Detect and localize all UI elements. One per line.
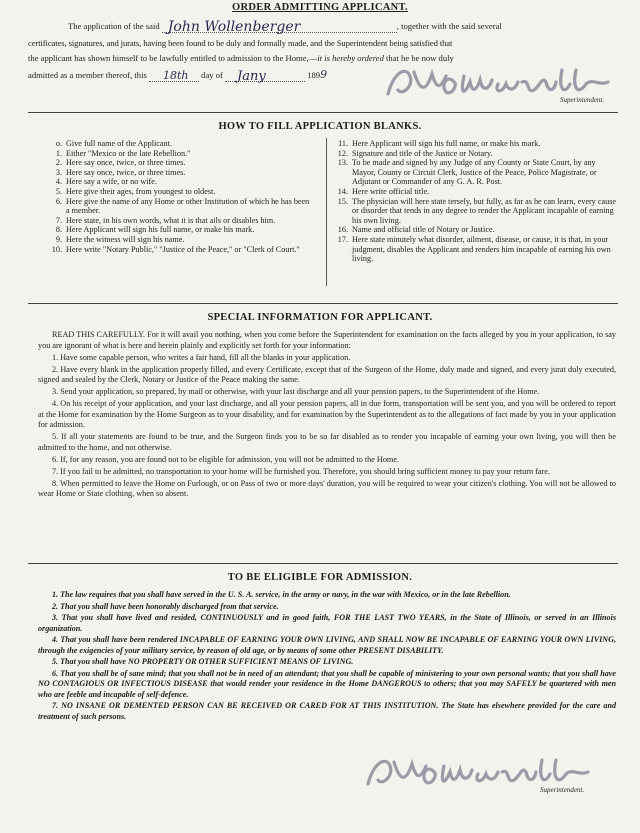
howto-item (334, 149, 618, 159)
howto-item-text: Here Applicant will sign his full name, or make his mark. (352, 139, 541, 148)
howto-item-number: 7. (55, 215, 62, 225)
howto-item-text: Name and official title of Notary or Justice. (352, 225, 495, 235)
eligible-item: 3. That you shall have lived and resided, CONTINUOUSLY and in good faith, FOR THE LAST TWO YEARS, in the State of Illinois, or served in an Illinois organization. (38, 613, 616, 633)
howto-item (334, 158, 618, 187)
howto-item-number: 2. (55, 158, 62, 168)
howto-item-number: 4. (55, 177, 62, 187)
howto-item-text: Here give their ages, from youngest to oldest. (66, 186, 216, 196)
divider-1 (28, 112, 618, 113)
howto-item-text: To be made and signed by any Judge of any County or State Court, by any Mayor, County or Circuit Clerk, Justice of the Peace, Police Magistrate, or Adjutant or Commander of any G. A. R. Post. (352, 158, 597, 187)
eligible-item: 6. That you shall be of sane mind; that you shall not be in need of an attendant; that you shall be capable of ministering to your own personal wants; that you shall have NO CONTAGIOUS OR INFECTIOUS DISEASE that would render your residence in the Home DANGEROUS to others; that you may SAFELY be quartered with men who are feeble and incapable of self-defence. (38, 668, 616, 699)
howto-item (48, 235, 310, 245)
howto-item-number: 5. (55, 186, 62, 196)
howto-item-number: 13. (337, 158, 348, 168)
howto-item (48, 225, 310, 235)
howto-item-text: Here write official title. (352, 186, 430, 196)
special-heading: SPECIAL INFORMATION FOR APPLICANT. (207, 312, 433, 323)
howto-item-number: 9. (55, 234, 62, 244)
howto-item (48, 149, 310, 159)
day-value: 18th (163, 69, 189, 82)
howto-item (334, 197, 618, 226)
order-line-3-c: that he be now duly (383, 53, 454, 63)
howto-item (48, 187, 310, 197)
order-line-3-a: the applicant has shown himself to be lawfully entitled to admission to the Home,— (28, 53, 318, 63)
eligible-item: 5. That you shall have NO PROPERTY OR OTHER SUFFICIENT MEANS OF LIVING. (52, 657, 354, 667)
special-item: 5. If all your statements are found to be true, and the Surgeon finds you to be so far disabled as to render you incapable of earning your own living, you will then be admitted to the home, and not otherwise. (38, 432, 616, 452)
month-blank (225, 70, 305, 82)
howto-item-number: o. (55, 139, 62, 148)
howto-column-divider (326, 138, 327, 286)
eligible-item: 1. The law requires that you shall have served in the U. S. A. service, in the army or navy, in the war with Mexico, or in the late Rebellion. (52, 590, 511, 599)
order-line-4-c: 189 (307, 70, 321, 80)
special-intro: READ THIS CAREFULLY. For it will avail you nothing, when you come before the Superintendent for examination on the facts alleged by you in your application, to say you are ignorant of what is here and herein plainly and explicitly set forth for your information: (38, 330, 616, 350)
howto-item (48, 197, 310, 216)
howto-item-number: 17. (337, 234, 348, 244)
howto-item-text: The physician will here state tersely, but fully, as far as he can learn, every cause or disorder that tends in any degree to render the Applicant incapable of earning his own living. (352, 196, 617, 225)
howto-item-number: 1. (55, 148, 62, 158)
eligible-heading: TO BE ELIGIBLE FOR ADMISSION. (227, 572, 413, 583)
howto-item-number: 8. (55, 225, 62, 235)
howto-item-text: Here say a wife, or no wife. (66, 177, 157, 187)
applicant-name-blank (162, 21, 397, 33)
howto-item (334, 187, 618, 197)
howto-item-number: 10. (51, 244, 62, 254)
special-item: 4. On his receipt of your application, and your last discharge, and all your pension papers, all in due form, transportation will be sent you, and you will be ordered to report at the Home for examination by the Home Surgeon as to your disability, and for examination by the Superintendent as to the allegations of fact made by you in your application for admission. (38, 399, 616, 430)
special-item: 3. Send your application, so prepared, by mail or otherwise, with your last discharge and all your pension papers, to the Superintendent of the Home. (52, 387, 540, 397)
year-suffix: 9 (320, 68, 328, 81)
howto-item-text: Here the witness will sign his name. (66, 234, 185, 244)
howto-item-number: 6. (55, 196, 62, 206)
eligible-item: 7. NO INSANE OR DEMENTED PERSON CAN BE RECEIVED OR CARED FOR AT THIS INSTITUTION. The State has elsewhere provided for the care and treatment of such persons. (38, 701, 616, 721)
order-line-2: certificates, signatures, and jurats, having been found to be duly and formally made, and the Superintendent being satisfied that (28, 38, 453, 48)
special-item: 8. When permitted to leave the Home on Furlough, or on Pass of two or more days' duration, you will be required to wear your citizen's clothing. You will not be allowed to wear Home or State clothing, when so absent. (38, 478, 616, 499)
special-body (38, 330, 616, 501)
eligible-item: 2. That you shall have been honorably discharged from that service. (52, 601, 279, 611)
howto-item-text: Here state minutely what disorder, ailment, disease, or cause, it is that, in your judgment, disables the Applicant and renders him incapable of earning his own living. (352, 234, 611, 264)
divider-2 (28, 303, 618, 304)
howto-item-number: 16. (337, 225, 348, 235)
howto-right-list (334, 139, 618, 264)
order-line-1 (68, 20, 608, 33)
order-heading: ORDER ADMITTING APPLICANT. (232, 2, 408, 13)
order-line-3-b: it is hereby ordered (317, 53, 384, 63)
special-item: 2. Have every blank in the application properly filled, and every Certificate, except that of the Surgeon of the Home, duly made and signed, and every jurat duly executed, signed and sealed by the Clerk, Notary or Justice of the Peace making the same. (38, 364, 616, 385)
howto-item-text: Here give the name of any Home or other Institution of which he has been a member. (66, 196, 310, 216)
howto-item-text: Here write "Notary Public," "Justice of the Peace," or "Clerk of Court." (66, 244, 300, 254)
howto-item-number: 12. (337, 148, 348, 158)
eligible-item: 4. That you shall have been rendered INCAPABLE OF EARNING YOUR OWN LIVING, AND SHALL NOW BE INCAPABLE OF EARNING YOUR OWN LIVING, through the exigencies of your military service, by reason of old age, or by means of some other PRESENT DISABILITY. (38, 635, 616, 655)
howto-item-number: 11. (338, 139, 348, 148)
howto-item (48, 216, 310, 226)
order-superintendent-label: Superintendent. (560, 96, 605, 104)
howto-item (48, 168, 310, 178)
applicant-name: John Wollenberger (167, 19, 301, 35)
order-p1-a: The application of the said (68, 21, 160, 31)
howto-item (334, 235, 618, 264)
order-line-4-b: day of (201, 70, 223, 80)
howto-item-text: Here say once, twice, or three times. (66, 158, 186, 168)
order-line-4-a: admitted as a member thereof, this (28, 70, 147, 80)
order-p1-b: , together with the said several (396, 21, 502, 31)
howto-item (48, 139, 310, 149)
month-value: Jany (237, 69, 266, 84)
howto-item (334, 225, 618, 235)
howto-item-number: 14. (337, 186, 348, 196)
howto-item (48, 158, 310, 168)
eligible-superintendent-label: Superintendent. (540, 786, 585, 794)
howto-item-text: Here say once, twice, or three times. (66, 167, 186, 177)
howto-item (334, 139, 618, 149)
howto-item (48, 245, 310, 255)
divider-3 (28, 563, 618, 564)
eligible-body (38, 590, 616, 723)
howto-heading: HOW TO FILL APPLICATION BLANKS. (218, 121, 422, 132)
howto-item-text: Here Applicant will sign his full name, or make his mark. (66, 225, 255, 235)
howto-item-number: 15. (337, 196, 348, 206)
howto-item-text: Either "Mexico or the late Rebellion." (66, 148, 191, 158)
day-blank (149, 70, 199, 82)
howto-item (48, 177, 310, 187)
howto-item-text: Here state, in his own words, what it is that ails or disables him. (66, 215, 276, 225)
howto-item-text: Give full name of the Applicant. (66, 139, 172, 148)
special-item: 6. If, for any reason, you are found not to be eligible for admission, you will not be admitted to the Home. (52, 454, 399, 464)
special-item: 7. If you fail to be admitted, no transportation to your home will be furnished you. Therefore, you should bring sufficient money to pay your return fare. (52, 466, 550, 476)
special-item: 1. Have some capable person, who writes a fair hand, fill all the blanks in your application. (52, 352, 351, 362)
howto-item-number: 3. (55, 167, 62, 177)
howto-left-list (48, 139, 310, 254)
howto-item-text: Signature and title of the Justice or Notary. (352, 148, 493, 158)
